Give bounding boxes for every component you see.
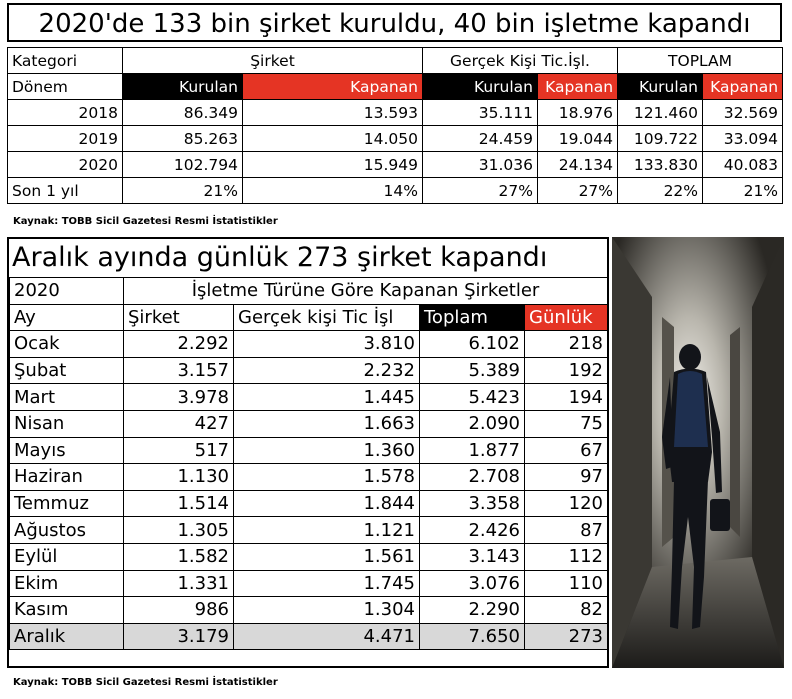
cell-value: 110	[525, 570, 608, 597]
kurulan-header: Kurulan	[123, 74, 243, 100]
cell-value: 1.121	[234, 517, 420, 544]
table-row	[10, 384, 608, 411]
table-row	[10, 543, 608, 570]
yearly-summary-table	[7, 47, 783, 204]
table-row	[8, 100, 783, 126]
table-row	[10, 517, 608, 544]
cell-value: 27%	[423, 178, 538, 204]
monthly-closures-table	[9, 277, 608, 650]
table-header-row	[10, 278, 608, 305]
cell-value: 2.426	[420, 517, 525, 544]
month-label: Ağustos	[10, 517, 124, 544]
table-row	[10, 464, 608, 491]
cell-value: 31.036	[423, 152, 538, 178]
kategori-header: Kategori	[8, 48, 123, 74]
month-label: Mayıs	[10, 437, 124, 464]
sirket-group-header: Şirket	[123, 48, 423, 74]
cell-value: 3.076	[420, 570, 525, 597]
cell-value: 2.090	[420, 410, 525, 437]
month-label: Nisan	[10, 410, 124, 437]
gunluk-header: Günlük	[525, 304, 608, 331]
table-row	[10, 357, 608, 384]
month-label: Şubat	[10, 357, 124, 384]
cell-value: 5.423	[420, 384, 525, 411]
cell-value: 22%	[618, 178, 703, 204]
cell-value: 14%	[243, 178, 423, 204]
bottom-title: Aralık ayında günlük 273 şirket kapandı	[12, 242, 548, 273]
year-label: 2020	[10, 278, 124, 305]
table-subheader-row	[8, 74, 783, 100]
cell-value: 3.179	[124, 623, 234, 650]
cell-value: 273	[525, 623, 608, 650]
cell-value: 3.157	[124, 357, 234, 384]
cell-value: 14.050	[243, 126, 423, 152]
cell-value: 1.514	[124, 490, 234, 517]
table-header-row	[8, 48, 783, 74]
cell-value: 40.083	[703, 152, 783, 178]
cell-value: 102.794	[123, 152, 243, 178]
cell-value: 21%	[703, 178, 783, 204]
gercek-kisi-header: Gerçek kişi Tic İşl	[234, 304, 420, 331]
cell-value: 1.304	[234, 597, 420, 624]
kurulan-header: Kurulan	[618, 74, 703, 100]
cell-value: 1.305	[124, 517, 234, 544]
cell-value: 121.460	[618, 100, 703, 126]
cell-value: 986	[124, 597, 234, 624]
kapanan-header: Kapanan	[243, 74, 423, 100]
cell-value: 97	[525, 464, 608, 491]
table-subheader-row	[10, 304, 608, 331]
cell-value: 427	[124, 410, 234, 437]
cell-value: 2.290	[420, 597, 525, 624]
month-label: Ekim	[10, 570, 124, 597]
cell-value: 85.263	[123, 126, 243, 152]
cell-value: 3.358	[420, 490, 525, 517]
cell-value: 67	[525, 437, 608, 464]
cell-value: 15.949	[243, 152, 423, 178]
cell-value: 1.561	[234, 543, 420, 570]
cell-value: 1.582	[124, 543, 234, 570]
cell-value: 24.459	[423, 126, 538, 152]
cell-value: 120	[525, 490, 608, 517]
month-label: Eylül	[10, 543, 124, 570]
row-label: 2018	[8, 100, 123, 126]
cell-value: 75	[525, 410, 608, 437]
cell-value: 1.844	[234, 490, 420, 517]
cell-value: 109.722	[618, 126, 703, 152]
table-row	[10, 597, 608, 624]
cell-value: 1.360	[234, 437, 420, 464]
month-rows	[10, 331, 608, 650]
cell-value: 1.331	[124, 570, 234, 597]
cell-value: 2.232	[234, 357, 420, 384]
toplam-header: Toplam	[420, 304, 525, 331]
cell-value: 86.349	[123, 100, 243, 126]
table-row	[8, 152, 783, 178]
toplam-group-header: TOPLAM	[618, 48, 783, 74]
month-label: Haziran	[10, 464, 124, 491]
cell-value: 3.143	[420, 543, 525, 570]
table-row	[10, 570, 608, 597]
top-title: 2020'de 133 bin şirket kuruldu, 40 bin işletme kapandı	[7, 3, 782, 42]
kapanan-header: Kapanan	[538, 74, 618, 100]
month-label: Ocak	[10, 331, 124, 358]
table-row	[10, 623, 608, 650]
cell-value: 82	[525, 597, 608, 624]
cell-value: 4.471	[234, 623, 420, 650]
ay-header: Ay	[10, 304, 124, 331]
cell-value: 21%	[123, 178, 243, 204]
kurulan-header: Kurulan	[423, 74, 538, 100]
month-label: Mart	[10, 384, 124, 411]
cell-value: 24.134	[538, 152, 618, 178]
source-note: Kaynak: TOBB Sicil Gazetesi Resmi İstatistikler	[13, 216, 278, 227]
sirket-header: Şirket	[124, 304, 234, 331]
row-label: 2019	[8, 126, 123, 152]
donem-header: Dönem	[8, 74, 123, 100]
cell-value: 33.094	[703, 126, 783, 152]
table-row	[10, 437, 608, 464]
cell-value: 192	[525, 357, 608, 384]
cell-value: 194	[525, 384, 608, 411]
table-row	[10, 410, 608, 437]
cell-value: 1.130	[124, 464, 234, 491]
group-header: İşletme Türüne Göre Kapanan Şirketler	[124, 278, 608, 305]
cell-value: 7.650	[420, 623, 525, 650]
cell-value: 18.976	[538, 100, 618, 126]
table-row	[10, 331, 608, 358]
cell-value: 1.745	[234, 570, 420, 597]
cell-value: 5.389	[420, 357, 525, 384]
month-label: Kasım	[10, 597, 124, 624]
cell-value: 3.810	[234, 331, 420, 358]
cell-value: 112	[525, 543, 608, 570]
cell-value: 1.578	[234, 464, 420, 491]
cell-value: 2.708	[420, 464, 525, 491]
month-label: Temmuz	[10, 490, 124, 517]
cell-value: 32.569	[703, 100, 783, 126]
month-label: Aralık	[10, 623, 124, 650]
cell-value: 3.978	[124, 384, 234, 411]
cell-value: 35.111	[423, 100, 538, 126]
gercek-kisi-group-header: Gerçek Kişi Tic.İşl.	[423, 48, 618, 74]
corridor-photo	[612, 237, 784, 668]
table-row	[8, 126, 783, 152]
cell-value: 19.044	[538, 126, 618, 152]
cell-value: 133.830	[618, 152, 703, 178]
source-note: Kaynak: TOBB Sicil Gazetesi Resmi İstatistikler	[13, 677, 278, 688]
cell-value: 1.877	[420, 437, 525, 464]
row-label: 2020	[8, 152, 123, 178]
kapanan-header: Kapanan	[703, 74, 783, 100]
cell-value: 1.445	[234, 384, 420, 411]
cell-value: 6.102	[420, 331, 525, 358]
cell-value: 13.593	[243, 100, 423, 126]
cell-value: 1.663	[234, 410, 420, 437]
cell-value: 517	[124, 437, 234, 464]
cell-value: 2.292	[124, 331, 234, 358]
cell-value: 27%	[538, 178, 618, 204]
cell-value: 218	[525, 331, 608, 358]
table-row	[10, 490, 608, 517]
table-row	[8, 178, 783, 204]
cell-value: 87	[525, 517, 608, 544]
row-label: Son 1 yıl	[8, 178, 123, 204]
